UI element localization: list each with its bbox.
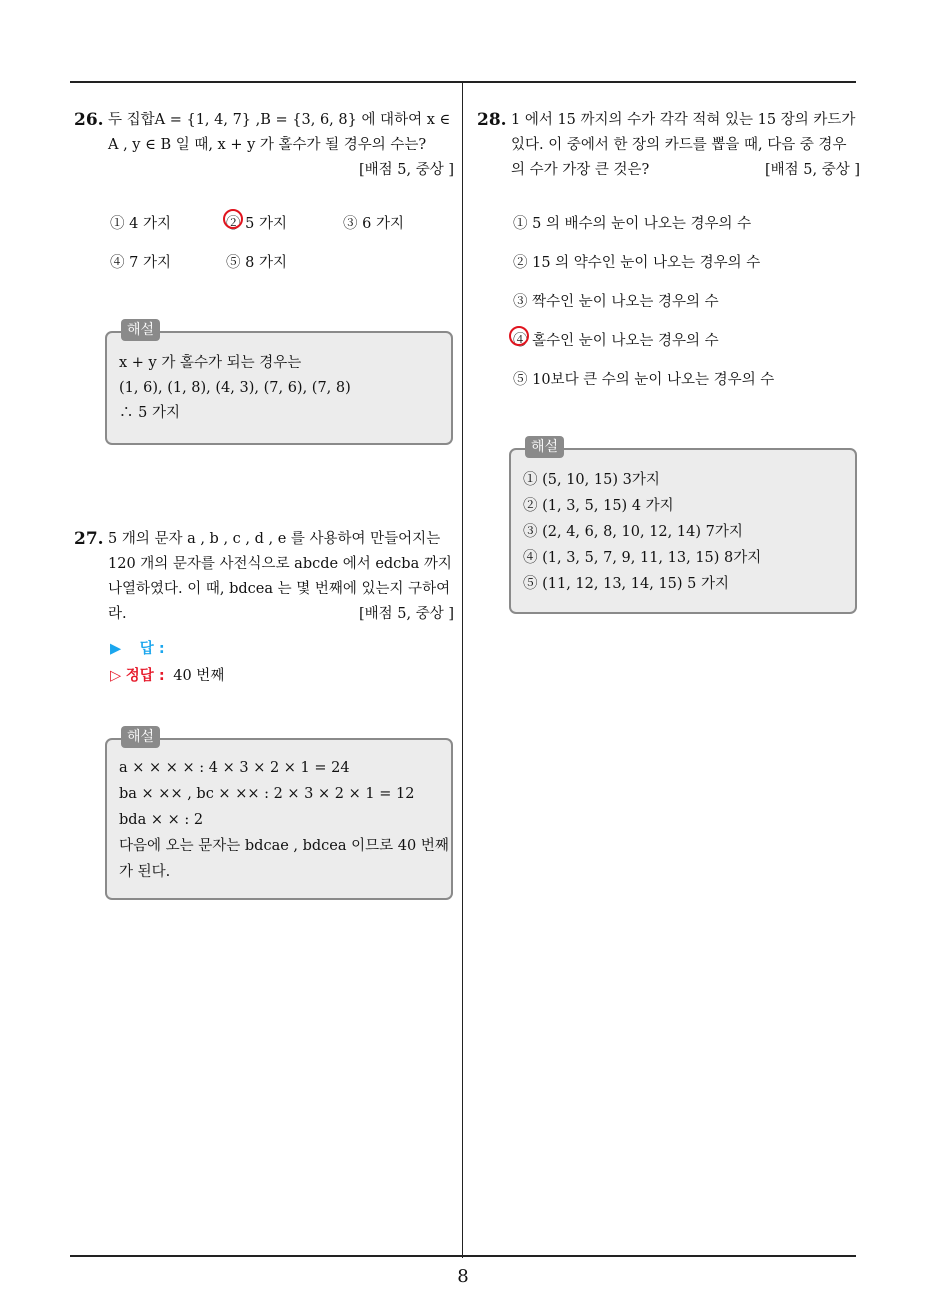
solution-label: 해설 [121, 726, 160, 748]
question-text-line: 있다. 이 중에서 한 장의 카드를 뽑을 때, 다음 중 경우 [511, 137, 847, 153]
score-label: [배점 5, 중상 ] [358, 606, 454, 622]
solution-line: (1, 6), (1, 8), (4, 3), (7, 6), (7, 8) [119, 380, 351, 396]
solution-line: 가 된다. [119, 864, 171, 880]
solution-line: ⑤ (11, 12, 13, 14, 15) 5 가지 [523, 576, 730, 592]
outline-arrow-icon: ▷ [110, 668, 122, 684]
choice-1[interactable]: ① 5 의 배수의 눈이 나오는 경우의 수 [513, 216, 752, 232]
solution-line: ① (5, 10, 15) 3가지 [523, 472, 660, 488]
column-divider [462, 82, 463, 1258]
solution-line: ④ (1, 3, 5, 7, 9, 11, 13, 15) 8가지 [523, 550, 762, 566]
answer-row [110, 637, 165, 658]
question-text-line: 라. [108, 606, 127, 622]
choice-2[interactable]: ② 15 의 약수인 눈이 나오는 경우의 수 [513, 255, 761, 271]
question-text-line: 의 수가 가장 큰 것은? [511, 162, 650, 178]
question-number: 26. [74, 110, 104, 130]
solution-line: 다음에 오는 문자는 bdcae , bdcea 이므로 40 번째 [119, 838, 449, 854]
choice-1[interactable]: ① 4 가지 [110, 216, 171, 232]
correct-answer-value: 40 번째 [173, 668, 225, 684]
solution-line: ② (1, 3, 5, 15) 4 가지 [523, 498, 674, 514]
solution-line: ③ (2, 4, 6, 8, 10, 12, 14) 7가지 [523, 524, 743, 540]
score-label: [배점 5, 중상 ] [358, 162, 454, 178]
correct-answer-row [110, 664, 224, 685]
solution-line: x + y 가 홀수가 되는 경우는 [119, 355, 302, 371]
question-text-line: 나열하였다. 이 때, bdcea 는 몇 번째에 있는지 구하여 [108, 581, 451, 597]
question-28 [477, 108, 860, 183]
choice-4[interactable]: ④ 7 가지 [110, 255, 171, 271]
question-text-line: A , y ∈ B 일 때, x + y 가 홀수가 될 경우의 수는? [108, 137, 427, 153]
answer-mark-circle [223, 209, 243, 229]
solution-line: ba × ×× , bc × ×× : 2 × 3 × 2 × 1 = 12 [119, 786, 415, 802]
answer-label: 답 : [139, 641, 165, 657]
play-arrow-icon: ▶ [110, 641, 122, 657]
solution-line: ∴ 5 가지 [119, 405, 180, 421]
question-number: 28. [477, 110, 507, 130]
solution-line: a × × × × : 4 × 3 × 2 × 1 = 24 [119, 760, 350, 776]
question-text-line: 5 개의 문자 a , b , c , d , e 를 사용하여 만들어지는 [108, 531, 441, 547]
choice-3[interactable]: ③ 짝수인 눈이 나오는 경우의 수 [513, 294, 719, 310]
question-text-line: 120 개의 문자를 사전식으로 abcde 에서 edcba 까지 [108, 556, 452, 572]
choice-5[interactable]: ⑤ 8 가지 [226, 255, 287, 271]
choice-4[interactable]: ④ 홀수인 눈이 나오는 경우의 수 [513, 333, 719, 349]
choice-5[interactable]: ⑤ 10보다 큰 수의 눈이 나오는 경우의 수 [513, 372, 775, 388]
solution-line: bda × × : 2 [119, 812, 204, 828]
answer-mark-circle [509, 326, 529, 346]
top-rule [70, 81, 856, 83]
question-27 [74, 527, 454, 627]
question-number: 27. [74, 529, 104, 549]
choice-2[interactable]: ② 5 가지 [226, 216, 287, 232]
question-26 [74, 108, 454, 183]
choice-3[interactable]: ③ 6 가지 [343, 216, 404, 232]
page-number: 8 [457, 1266, 469, 1287]
solution-label: 해설 [121, 319, 160, 341]
question-text-line: 두 집합A = {1, 4, 7} ,B = {3, 6, 8} 에 대하여 x ∈ [108, 112, 451, 128]
correct-answer-label: 정답 : [125, 668, 165, 684]
score-label: [배점 5, 중상 ] [764, 162, 860, 178]
question-text-line: 1 에서 15 까지의 수가 각각 적혀 있는 15 장의 카드가 [511, 112, 856, 128]
bottom-rule [70, 1255, 856, 1257]
solution-box [105, 322, 453, 445]
solution-label: 해설 [525, 436, 564, 458]
solution-box [509, 439, 857, 614]
solution-box [105, 729, 453, 900]
